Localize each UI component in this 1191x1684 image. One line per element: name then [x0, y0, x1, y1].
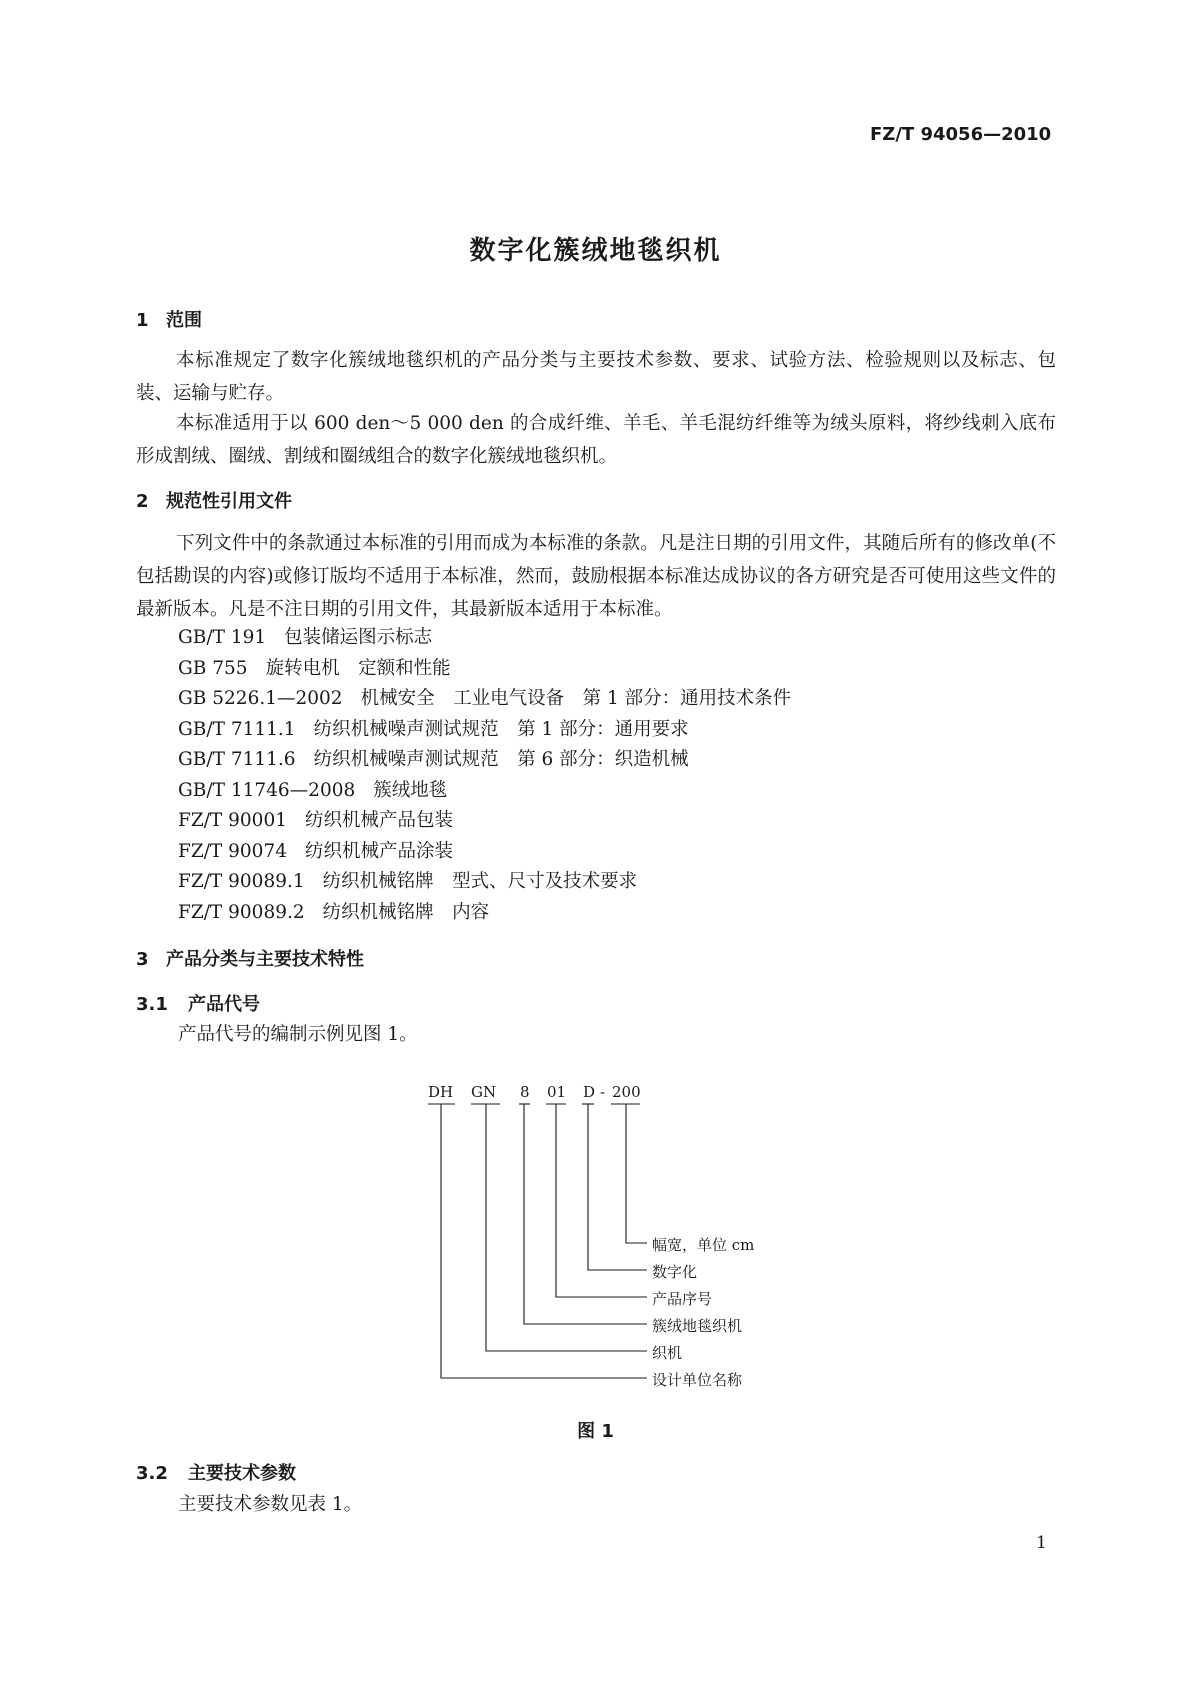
- reference-code: GB/T 7111.1: [178, 719, 296, 740]
- reference-code: FZ/T 90001: [178, 810, 287, 831]
- connector-digital: [588, 1104, 647, 1270]
- section-number: 3.2: [136, 1463, 168, 1484]
- reference-code: GB/T 11746—2008: [178, 780, 356, 801]
- section-title: 规范性引用文件: [166, 491, 292, 512]
- reference-name: 纺织机械产品包装: [305, 810, 454, 831]
- reference-name: 纺织机械噪声测试规范 第 1 部分：通用要求: [313, 719, 689, 740]
- reference-code: GB 5226.1—2002: [178, 688, 343, 709]
- connector-tufting: [524, 1104, 647, 1324]
- figure-label: 设计单位名称: [652, 1371, 743, 1389]
- section-3-1-paragraph: 产品代号的编制示例见图 1。: [178, 1024, 418, 1045]
- code-part: -: [600, 1083, 606, 1101]
- figure-label: 织机: [652, 1344, 683, 1362]
- reference-code: GB/T 7111.6: [178, 749, 296, 770]
- reference-name: 旋转电机 定额和性能: [265, 658, 451, 679]
- code-part: 01: [547, 1083, 567, 1101]
- code-part: D: [583, 1083, 596, 1101]
- section-number: 3.1: [136, 994, 168, 1015]
- reference-name: 机械安全 工业电气设备 第 1 部分：通用技术条件: [360, 688, 792, 709]
- reference-name: 包装储运图示标志: [284, 627, 433, 648]
- section-3-2-paragraph: 主要技术参数见表 1。: [178, 1494, 363, 1515]
- section-3-2-heading: [136, 1459, 296, 1485]
- section-title: 范围: [166, 310, 202, 331]
- section-number: 2: [136, 491, 149, 512]
- document-title: 数字化簇绒地毯织机: [469, 236, 722, 266]
- reference-name: 纺织机械铭牌 内容: [322, 902, 490, 923]
- page-number: 1: [1036, 1533, 1047, 1553]
- section-title: 主要技术参数: [188, 1463, 296, 1484]
- reference-code: FZ/T 90074: [178, 841, 287, 862]
- reference-name: 纺织机械铭牌 型式、尺寸及技术要求: [322, 871, 638, 892]
- reference-name: 簇绒地毯: [373, 780, 448, 801]
- reference-name: 纺织机械产品涂装: [305, 841, 454, 862]
- figure-label: 数字化: [652, 1263, 698, 1281]
- reference-code: FZ/T 90089.2: [178, 902, 305, 923]
- connector-loom: [486, 1104, 647, 1351]
- reference-code: FZ/T 90089.1: [178, 871, 305, 892]
- connector-serial: [556, 1104, 647, 1297]
- section-title: 产品代号: [188, 994, 260, 1015]
- reference-name: 纺织机械噪声测试规范 第 6 部分：织造机械: [313, 749, 689, 770]
- code-part: GN: [471, 1083, 497, 1101]
- section-1-paragraph-1: 本标准规定了数字化簇绒地毯织机的产品分类与主要技术参数、要求、试验方法、检验规则以及标志、包装、运输与贮存。: [136, 350, 1056, 404]
- figure-label: 产品序号: [652, 1290, 713, 1308]
- section-number: 3: [136, 949, 149, 970]
- section-1-paragraph-2: 本标准适用于以 600 den～5 000 den 的合成纤维、羊毛、羊毛混纺纤维等为绒头原料，将纱线刺入底布形成割绒、圈绒、割绒和圈绒组合的数字化簇绒地毯织机。: [136, 413, 1056, 467]
- figure-label: 幅宽，单位 cm: [652, 1236, 755, 1254]
- code-part: 200: [612, 1083, 641, 1101]
- standard-code: FZ/T 94056—2010: [870, 124, 1052, 145]
- connector-width: [626, 1104, 647, 1243]
- section-title: 产品分类与主要技术特性: [166, 949, 364, 970]
- figure-label: 簇绒地毯织机: [652, 1317, 743, 1335]
- reference-code: GB 755: [178, 658, 248, 679]
- section-number: 1: [136, 310, 149, 331]
- code-part: DH: [428, 1083, 454, 1101]
- code-part: 8: [520, 1083, 530, 1101]
- figure-caption: 图 1: [577, 1421, 614, 1442]
- section-2-paragraph-1: 下列文件中的条款通过本标准的引用而成为本标准的条款。凡是注日期的引用文件，其随后所有的修改单(不包括勘误的内容)或修订版均不适用于本标准，然而，鼓励根据本标准达成协议的各方研究是否可使用这些文件的最新版本。凡是不注日期的引用文件，其最新版本适用于本标准。: [136, 533, 1056, 620]
- reference-code: GB/T 191: [178, 627, 267, 648]
- connector-designer: [441, 1104, 647, 1378]
